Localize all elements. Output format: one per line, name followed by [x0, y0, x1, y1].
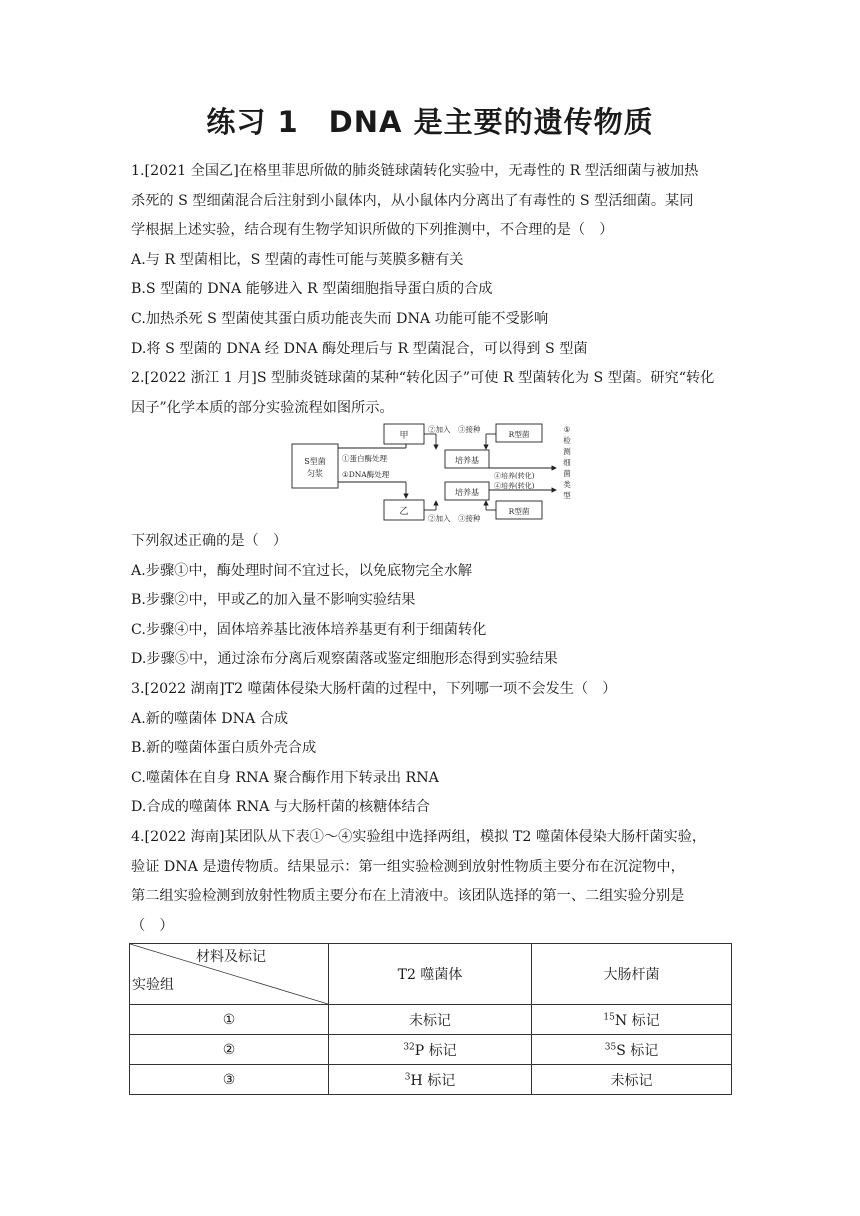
ecoli-label: N 标记: [614, 1012, 660, 1029]
option-b: B.S 型菌的 DNA 能够进入 R 型菌细胞指导蛋白质的合成: [131, 281, 493, 298]
experiment-table: [129, 943, 732, 1095]
table-row: [130, 1065, 732, 1095]
question-stem-line: 3.[2022 湖南]T2 噬菌体侵染大肠杆菌的过程中，下列哪一项不会发生（ ）: [131, 681, 617, 697]
question-stem-line: 2.[2022 浙江 1 月]S 型肺炎链球菌的某种“转化因子”可使 R 型菌转化为 S 型菌。研究“转化: [131, 370, 715, 386]
culture-label-top: ④培养(转化): [494, 472, 535, 480]
phage-cell: [329, 1065, 532, 1095]
table-row: [130, 1035, 732, 1065]
medium-label-top: 培养基: [455, 456, 479, 465]
inoculate-label-top: ③接种: [458, 425, 481, 434]
source-label-2: 匀浆: [307, 469, 323, 478]
group-cell: ①: [130, 1005, 329, 1035]
isotope-mass: 15: [603, 1011, 615, 1022]
table-row: [130, 1005, 732, 1035]
culture-label-bottom: ④培养(转化): [494, 482, 535, 490]
detect-label-char: 细: [563, 458, 571, 467]
add-label-top: ②加入: [428, 425, 451, 434]
col-header-ecoli: 大肠杆菌: [532, 944, 732, 1005]
group-cell: ③: [130, 1065, 329, 1095]
detect-label-char: 菌: [563, 469, 571, 478]
table-header-row: [130, 944, 732, 1005]
detect-label-char: ⑤: [563, 425, 571, 434]
option-d: D.将 S 型菌的 DNA 经 DNA 酶处理后与 R 型菌混合，可以得到 S 型菌: [131, 340, 588, 357]
ecoli-cell: [532, 1005, 732, 1035]
add-label-bottom: ②加入: [428, 514, 451, 523]
yi-label: 乙: [399, 507, 409, 517]
question-2-options: [131, 527, 731, 675]
option-c: C.加热杀死 S 型菌使其蛋白质功能丧失而 DNA 功能可能不受影响: [131, 310, 549, 327]
experiment-flow-diagram: [288, 420, 578, 524]
option-a: A.与 R 型菌相比，S 型菌的毒性可能与荚膜多糖有关: [131, 251, 464, 268]
col-header-phage: T2 噬菌体: [329, 944, 532, 1005]
question-stem-line: 验证 DNA 是遗传物质。结果显示：第一组实验检测到放射性物质主要分布在沉淀物中，: [131, 858, 685, 875]
question-stem-line: 杀死的 S 型细菌混合后注射到小鼠体内，从小鼠体内分离出了有毒性的 S 型活细菌。某同: [131, 192, 694, 209]
corner-top-label: 材料及标记: [196, 949, 266, 965]
group-cell: ②: [130, 1035, 329, 1065]
detect-label-char: 检: [563, 436, 571, 445]
source-label-1: S型菌: [304, 457, 326, 466]
question-stem-line: 学根据上述实验，结合现有生物学知识所做的下列推测中，不合理的是（ ）: [131, 222, 614, 239]
option-a: A.新的噬菌体 DNA 合成: [131, 710, 289, 727]
table-corner-cell: [130, 944, 329, 1005]
source-box: [292, 444, 338, 488]
detect-label-char: 型: [563, 491, 571, 500]
question-stem-line: （ ）: [131, 917, 174, 934]
option-b: B.新的噬菌体蛋白质外壳合成: [131, 740, 317, 757]
ecoli-cell: [532, 1035, 732, 1065]
treatment-dnase-label: ①DNA酶处理: [342, 470, 390, 479]
isotope-mass: 32: [403, 1041, 415, 1052]
treatment-protease-label: ①蛋白酶处理: [342, 454, 387, 463]
question-stem-line: 第二组实验检测到放射性物质主要分布在上清液中。该团队选择的第一、二组实验分别是: [131, 888, 685, 905]
option-b: B.步骤②中，甲或乙的加入量不影响实验结果: [131, 592, 416, 609]
inoculate-label-bottom: ③接种: [458, 514, 481, 523]
option-c: C.噬菌体在自身 RNA 聚合酶作用下转录出 RNA: [131, 769, 439, 786]
detect-label-char: 类: [563, 480, 571, 489]
question-1: [131, 157, 731, 364]
option-d: D.合成的噬菌体 RNA 与大肠杆菌的核糖体结合: [131, 799, 430, 816]
phage-label: P 标记: [414, 1042, 457, 1059]
page-title: 练习 1 DNA 是主要的遗传物质: [206, 105, 654, 139]
ecoli-label: S 标记: [616, 1042, 659, 1059]
option-d: D.步骤⑤中，通过涂布分离后观察菌落或鉴定细胞形态得到实验结果: [131, 651, 558, 668]
phage-cell: [329, 1035, 532, 1065]
isotope-mass: 3: [404, 1071, 411, 1082]
question-prompt: 下列叙述正确的是（ ）: [131, 533, 288, 549]
question-stem-line: 因子”化学本质的部分实验流程如图所示。: [131, 399, 394, 416]
phage-cell: 未标记: [329, 1005, 532, 1035]
option-c: C.步骤④中，固体培养基比液体培养基更有利于细菌转化: [131, 621, 487, 638]
rtype-label-bottom: R型菌: [508, 507, 530, 516]
medium-label-bottom: 培养基: [455, 488, 479, 497]
question-2: [131, 364, 731, 423]
question-3: [131, 675, 731, 823]
isotope-mass: 35: [604, 1041, 617, 1052]
detect-label-char: 测: [563, 447, 571, 456]
phage-label: H 标记: [410, 1072, 456, 1089]
option-a: A.步骤①中，酶处理时间不宜过长，以免底物完全水解: [131, 562, 473, 579]
ecoli-cell: 未标记: [532, 1065, 732, 1095]
rtype-label-top: R型菌: [508, 430, 530, 439]
question-stem-line: 1.[2021 全国乙]在格里菲思所做的肺炎链球菌转化实验中，无毒性的 R 型活细菌与被加热: [131, 163, 699, 179]
question-4: [131, 823, 731, 941]
corner-bottom-label: 实验组: [132, 977, 174, 993]
jia-label: 甲: [399, 431, 409, 441]
question-stem-line: 4.[2022 海南]某团队从下表①～④实验组中选择两组，模拟 T2 噬菌体侵染大肠杆菌实验，: [131, 829, 707, 845]
